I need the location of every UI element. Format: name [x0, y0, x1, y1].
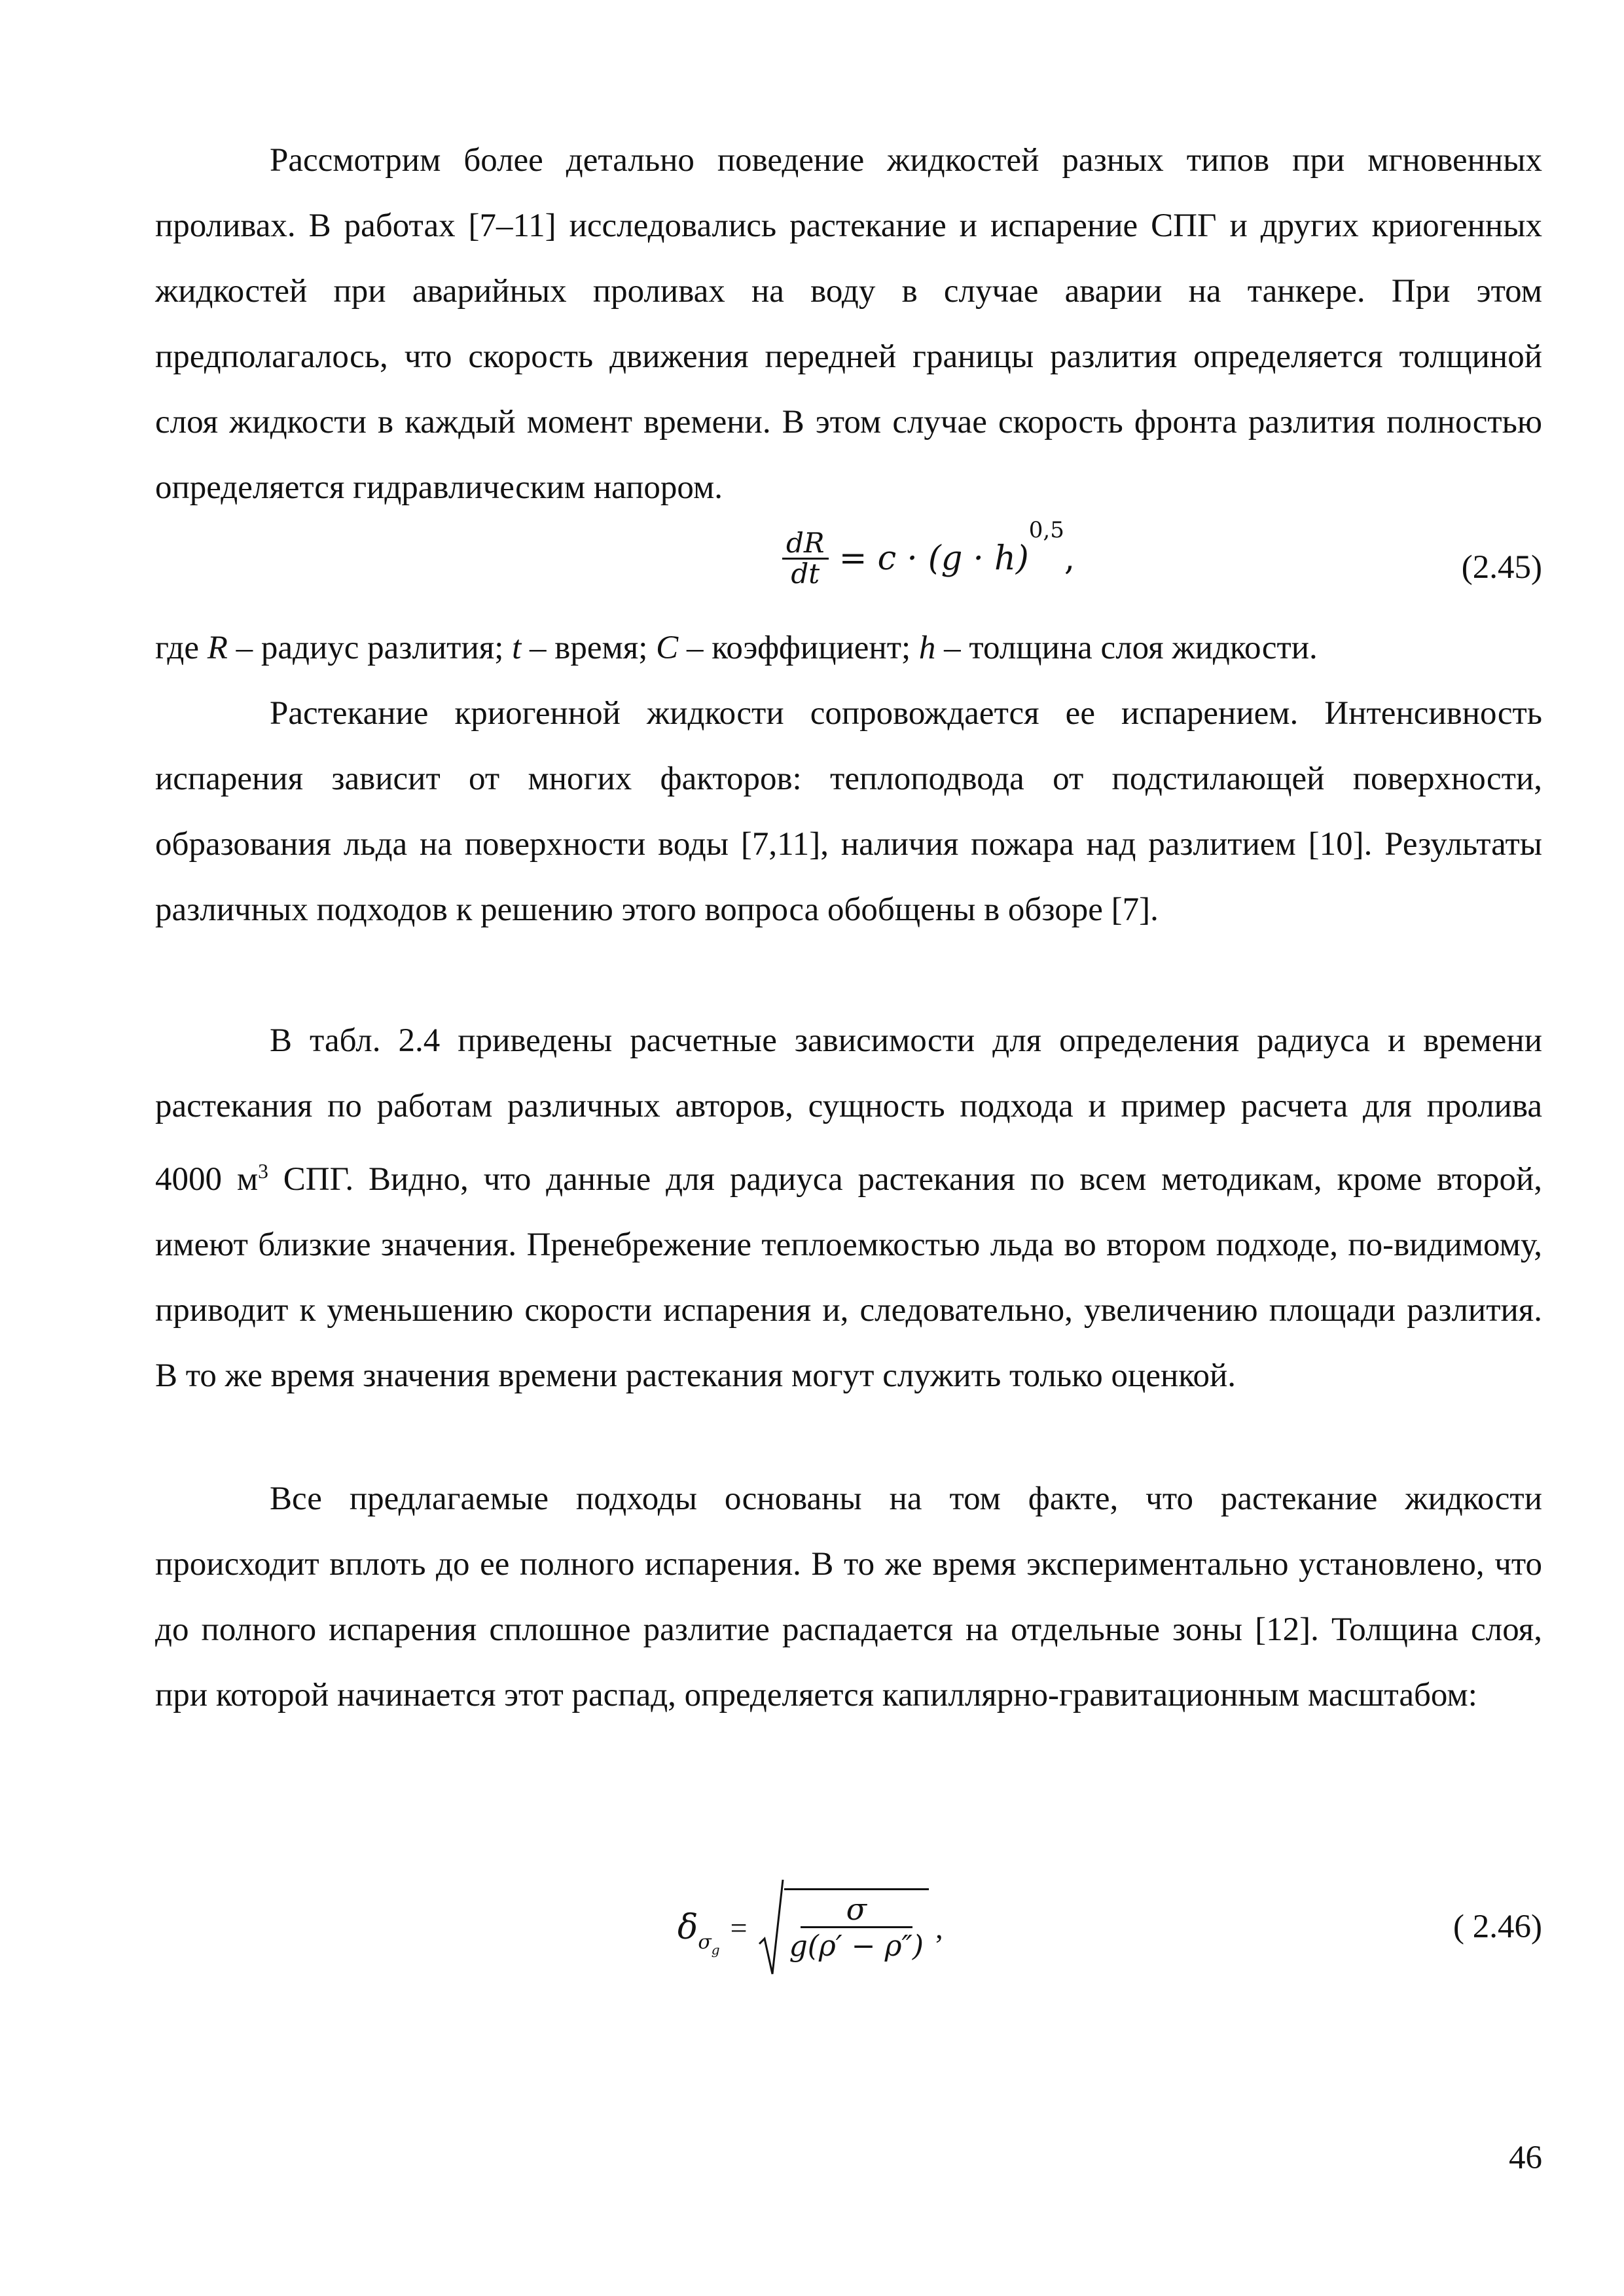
equation-2-46-comma: ,: [935, 1910, 943, 1945]
radicand-denominator: g(ρ′ − ρ″): [789, 1929, 924, 1963]
sqrt-radicand: [784, 1888, 929, 1964]
var-t: t: [512, 630, 522, 666]
equation-exponent: 0,5: [1028, 516, 1064, 543]
var-C: C: [656, 630, 679, 666]
paragraph-4-part-1: В табл. 2.4 приведены расчетные зависимости для определения радиуса и времени растекания по работам различных авторов, сущность подхода и пример расчета для пролива 4000 м: [155, 1022, 1542, 1198]
superscript-3: 3: [258, 1160, 268, 1183]
square-root: [758, 1878, 929, 1977]
where-text-4: – толщина слоя жидкости.: [935, 630, 1318, 666]
where-text-2: – время;: [521, 630, 657, 666]
radicand-numerator: σ: [801, 1893, 912, 1928]
equation-2-46-body: [677, 1872, 943, 1983]
paragraph-where: [155, 615, 1542, 681]
where-text-3: – коэффициент;: [678, 630, 919, 666]
page-number: 46: [1509, 2140, 1542, 2176]
fraction-numerator: dR: [782, 529, 829, 560]
equation-number-2-46: ( 2.46): [1453, 1909, 1542, 1945]
radical-sign-icon: [758, 1878, 784, 1977]
paragraph-4-part-2: СПГ. Видно, что данные для радиуса растекания по всем методикам, кроме второй, имеют близкие значения. Пренебрежение теплоемкостью льда во втором подходе, по-видимому, приводит к уменьшению скорости испарения и, следовательно, увеличению площади разлития. В то же время значения времени растекания могут служить только оценкой.: [155, 1161, 1542, 1394]
paragraph-5: Все предлагаемые подходы основаны на том факте, что растекание жидкости происходит вплоть до ее полного испарения. В то же время экспериментально установлено, что до полного испарения сплошное разлитие распадается на отдельные зоны [12]. Толщина слоя, при которой начинается этот распад, определяется капиллярно-гравитационным масштабом:: [155, 1480, 1542, 1713]
lhs-delta: δ: [677, 1908, 698, 1947]
equation-2-46: [0, 1872, 1624, 1983]
where-text-1: – радиус разлития;: [227, 630, 513, 666]
equals-sign: =: [730, 1910, 748, 1945]
paragraph-4: [155, 1008, 1542, 1408]
var-R: R: [207, 630, 228, 666]
where-prefix: где: [155, 630, 208, 666]
lhs-subscript-g: g: [711, 1942, 720, 1958]
fraction-denominator: dt: [791, 558, 820, 590]
paragraph-1: Рассмотрим более детально поведение жидкостей разных типов при мгновенных проливах. В работах [7–11] исследовались растекание и испарение СПГ и других криогенных жидкостей при аварийных проливах на воду в случае аварии на танкере. При этом предполагалось, что скорость движения передней границы разлития определяется толщиной слоя жидкости в каждый момент времени. В этом случае скорость фронта разлития полностью определяется гидравлическим напором.: [155, 142, 1542, 506]
paragraph-3: Растекание криогенной жидкости сопровождается ее испарением. Интенсивность испарения зависит от многих факторов: теплоподвода от подстилающей поверхности, образования льда на поверхности воды [7,11], наличия пожара над разлитием [10]. Результаты различных подходов к решению этого вопроса обобщены в обзоре [7].: [155, 695, 1542, 928]
equation-2-45: [0, 516, 1624, 614]
equation-number-2-45: (2.45): [1461, 549, 1542, 586]
lhs-subscript-sigma: σ: [698, 1930, 712, 1954]
equation-comma: ,: [1064, 539, 1075, 579]
var-h: h: [918, 630, 936, 666]
equation-2-45-body: [782, 516, 1075, 590]
fraction-dR-dt: [782, 529, 829, 588]
equation-rhs: = c · (g · h): [828, 539, 1029, 579]
